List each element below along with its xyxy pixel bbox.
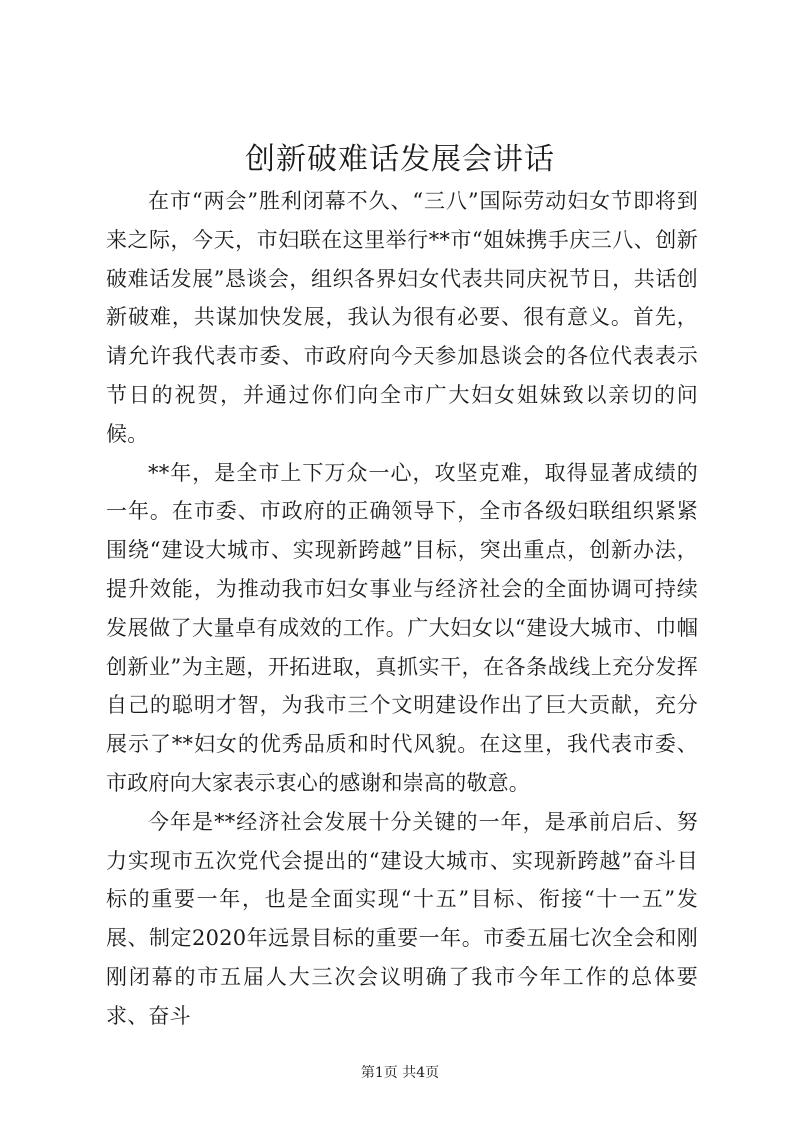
document-body — [106, 182, 698, 1036]
paragraph-1: 在市“两会”胜利闭幕不久、“三八”国际劳动妇女节即将到来之际，今天，市妇联在这里举行**市“姐妹携手庆三八、创新破难话发展”恳谈会，组织各界妇女代表共同庆祝节日，共话创新破难，共谋加快发展，我认为很有必要、很有意义。首先，请允许我代表市委、市政府向今天参加恳谈会的各位代表表示节日的祝贺，并通过你们向全市广大妇女姐妹致以亲切的问候。 — [106, 189, 698, 446]
page-number-footer: 第1页 共4页 — [360, 1065, 440, 1081]
document-title: 创新破难话发展会讲话 — [245, 142, 555, 177]
paragraph-2: **年，是全市上下万众一心，攻坚克难，取得显著成绩的一年。在市委、市政府的正确领导下，全市各级妇联组织紧紧围绕“建设大城市、实现新跨越”目标，突出重点，创新办法，提升效能，为推动我市妇女事业与经济社会的全面协调可持续发展做了大量卓有成效的工作。广大妇女以“建设大城市、巾帼创新业”为主题，开拓进取，真抓实干，在各条战线上充分发挥自己的聪明才智，为我市三个文明建设作出了巨大贡献，充分展示了**妇女的优秀品质和时代风貌。在这里，我代表市委、市政府向大家表示衷心的感谢和崇高的敬意。 — [106, 460, 698, 795]
paragraph-3: 今年是**经济社会发展十分关键的一年，是承前启后、努力实现市五次党代会提出的“建设大城市、实现新跨越”奋斗目标的重要一年，也是全面实现“十五”目标、衔接“十一五”发展、制定2020年远景目标的重要一年。市委五届七次全会和刚刚闭幕的市五届人大三次会议明确了我市今年工作的总体要求、奋斗 — [106, 809, 698, 1028]
